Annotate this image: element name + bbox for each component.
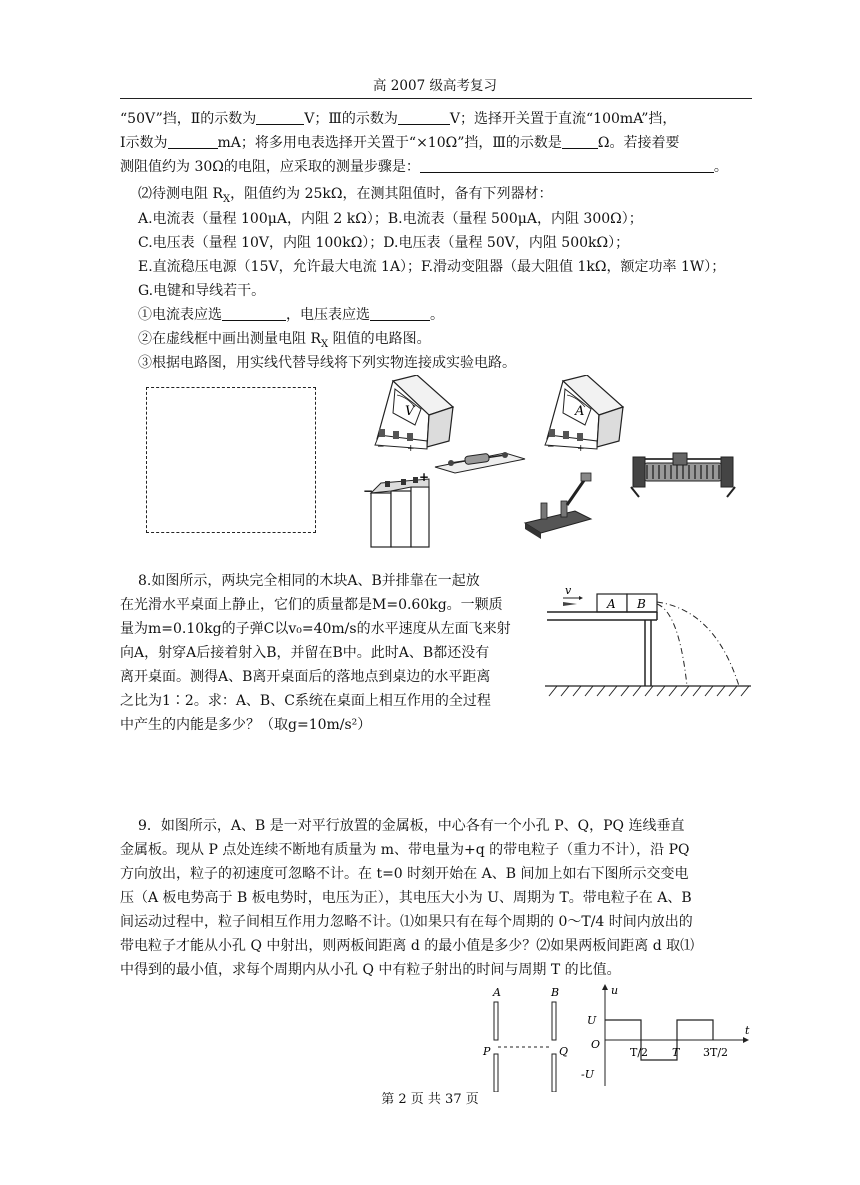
t-axis-label: t [745, 1024, 750, 1037]
q8-line-7: 中产生的内能是多少？（取g=10m/s²） [120, 717, 372, 733]
svg-text:−: − [363, 484, 374, 498]
svg-text:−: − [377, 442, 385, 452]
svg-text:+: + [419, 470, 430, 484]
circuit-answer-box [146, 387, 316, 533]
header-rule [120, 98, 752, 99]
answer-blank [398, 110, 450, 125]
q8-line-2: 在光滑水平桌面上静止，它们的质量都是M=0.60kg。一颗质 [120, 597, 503, 613]
plate-b [552, 1002, 556, 1040]
block-a-label: A [607, 597, 616, 611]
q7-text: ，阻值约为 25kΩ，在测其阻值时，备有下列器材： [230, 186, 553, 202]
q7-line-1 [120, 108, 760, 130]
q7-text: mA；将多用电表选择开关置于“×10Ω”挡，Ⅲ的示数是 [217, 135, 562, 151]
q9-line-3: 方向放出，粒子的初速度可忽略不计。在 t=0 时刻开始在 A、B 间加上如右下图所示交变电 [120, 866, 689, 882]
answer-blank [420, 158, 714, 173]
answer-blank [562, 134, 598, 149]
q7-text: 测阻值约为 30Ω的电阻，应采取的测量步骤是： [120, 159, 420, 175]
q9-line-7: 中得到的最小值，求每个周期内从小孔 Q 中有粒子射出的时间与周期 T 的比值。 [120, 962, 621, 978]
subscript: X [223, 193, 231, 205]
q9-line-4: 压（A 板电势高于 B 板电势时，电压为正），其电压大小为 U、周期为 T。带电粒子在 A、B [120, 890, 692, 906]
q7-text: ⑵待测电阻 R [138, 186, 223, 202]
voltage-graph [581, 984, 750, 1086]
equipment-g: G.电键和导线若干。 [138, 283, 266, 299]
equipment-ab: A.电流表（量程 100μA，内阻 2 kΩ）；B.电流表（量程 500μA，内阻 300Ω）； [138, 211, 643, 227]
u-axis-label: u [611, 984, 619, 997]
velocity-label: v [565, 584, 572, 597]
q7-text: 。 [430, 307, 444, 323]
q7-text: V；Ⅲ的示数为 [304, 111, 398, 127]
q7-text: 。 [713, 159, 728, 175]
q9-figure [475, 982, 765, 1092]
q8-line-3: 量为m=0.10kg的子弹C以v₀=40m/s的水平速度从左面飞来射 [120, 621, 511, 637]
plate-a-label: A [493, 986, 501, 999]
battery-icon [363, 470, 429, 547]
voltmeter-icon [375, 375, 453, 454]
q8-line-6: 之比为1∶2。求：A、B、C系统在桌面上相互作用的全过程 [120, 693, 491, 709]
u-negative-label: -U [581, 1068, 594, 1081]
q7-text: ②在虚线框中画出测量电阻 R [138, 331, 321, 347]
switch-icon [525, 473, 591, 539]
q8-table-figure [545, 582, 755, 702]
resistor-icon [435, 452, 525, 473]
q9-line-1: 9．如图所示，A、B 是一对平行放置的金属板，中心各有一个小孔 P、Q，PQ 连线垂直 [138, 818, 685, 834]
q9-line-2: 金属板。现从 P 点处连续不断地有质量为 m、带电量为+q 的带电粒子（重力不计），沿 PQ [120, 842, 690, 858]
tick-half-period: T/2 [630, 1046, 649, 1059]
q8-line-5: 离开桌面。测得A、B离开桌面后的落地点到桌边的水平距离 [120, 669, 491, 685]
answer-blank [370, 306, 430, 321]
tick-period: T [672, 1046, 680, 1059]
q9-line-6: 带电粒子才能从小孔 Q 中射出，则两板间距离 d 的最小值是多少？⑵如果两板间距离 d 取⑴ [120, 938, 695, 954]
ammeter-label: A [575, 404, 585, 419]
answer-blank [256, 110, 304, 125]
q7-text: V；选择开关置于直流“100mA”挡， [449, 111, 677, 127]
q7-sub-1 [138, 304, 778, 326]
svg-text:+: + [407, 444, 415, 454]
plate-a [494, 1002, 498, 1040]
q7-text: ①电流表应选 [138, 307, 222, 323]
tick-three-half-period: 3T/2 [703, 1046, 729, 1059]
subscript: X [321, 338, 329, 350]
page-header: 高 2007 级高考复习 [373, 78, 497, 94]
page-footer: 第 2 页 共 37 页 [381, 1092, 479, 1107]
q7-text: Ω。若接着要 [597, 135, 680, 151]
q7-part-2 [138, 183, 778, 211]
q7-text: “50V”挡，Ⅱ的示数为 [120, 111, 257, 127]
origin-label: O [591, 1038, 601, 1051]
q9-line-5: 间运动过程中，粒子间相互作用力忽略不计。⑴如果只有在每个周期的 0～T/4 时间内放出的 [120, 914, 693, 930]
q7-text: 阻值的电路图。 [328, 331, 431, 347]
q8-line-1: 8.如图所示，两块完全相同的木块A、B并排靠在一起放 [138, 573, 480, 589]
rheostat-icon [631, 453, 735, 497]
svg-text:−: − [547, 442, 555, 452]
answer-blank [222, 306, 286, 321]
answer-blank [168, 134, 218, 149]
plate-b-label: B [551, 986, 560, 999]
q7-text: ，电压表应选 [286, 307, 370, 323]
voltmeter-label: V [405, 404, 415, 419]
ammeter-icon [545, 375, 623, 454]
u-positive-label: U [587, 1014, 597, 1027]
q7-sub-3: ③根据电路图，用实线代替导线将下列实物连接成实验电路。 [138, 355, 516, 371]
block-b-label: B [637, 597, 646, 611]
q7-line-3 [120, 156, 760, 178]
q8-line-4: 向A，射穿A后接着射入B，并留在B中。此时A、B都还没有 [120, 645, 490, 661]
equipment-ef: E.直流稳压电源（15V，允许最大电流 1A）；F.滑动变阻器（最大阻值 1kΩ，额定功率 1W）； [138, 259, 726, 275]
hole-p-label: P [483, 1045, 491, 1058]
q7-text: Ⅰ示数为 [120, 135, 168, 151]
equipment-cd: C.电压表（量程 10V，内阻 100kΩ）；D.电压表（量程 50V，内阻 500kΩ）； [138, 235, 630, 251]
equipment-figure [355, 375, 745, 550]
svg-text:+: + [577, 444, 585, 454]
q7-line-2 [120, 132, 760, 154]
hole-q-label: Q [559, 1045, 569, 1058]
